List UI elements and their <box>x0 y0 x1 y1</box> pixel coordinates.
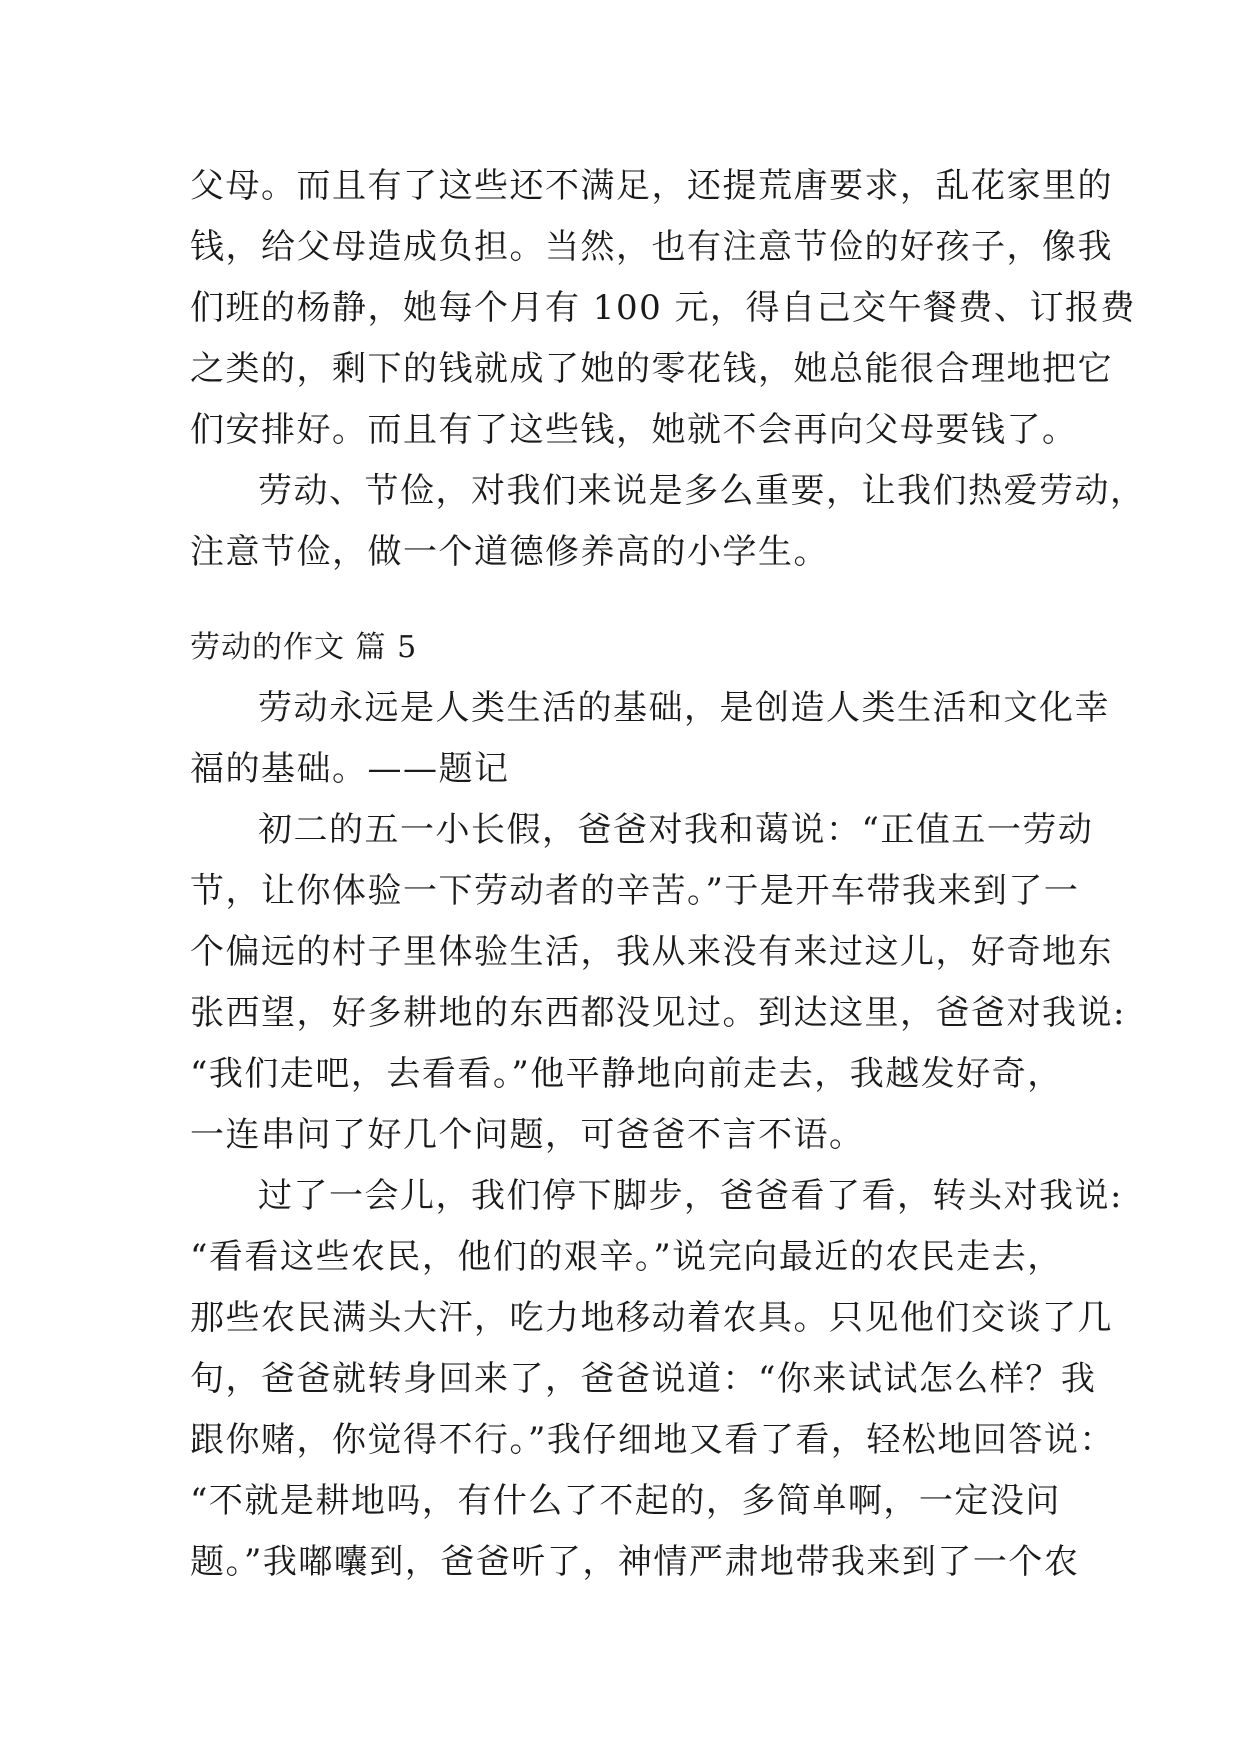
body-line: “看看这些农民，他们的艰辛。”说完向最近的农民走去， <box>190 1237 1063 1277</box>
body-line: 钱，给父母造成负担。当然，也有注意节俭的好孩子，像我 <box>190 227 1113 267</box>
paragraph-first-line: 过了一会儿，我们停下脚步，爸爸看了看，转头对我说: <box>258 1176 1123 1216</box>
body-line: 题。”我嘟囔到，爸爸听了，神情严肃地带我来到了一个农 <box>190 1542 1080 1582</box>
body-line: 注意节俭，做一个道德修养高的小学生。 <box>190 532 829 572</box>
body-line: 句，爸爸就转身回来了，爸爸说道：“你来试试怎么样？我 <box>190 1359 1097 1399</box>
paragraph-first-line: 劳动永远是人类生活的基础，是创造人类生活和文化幸 <box>258 688 1110 728</box>
body-line: 那些农民满头大汗，吃力地移动着农具。只见他们交谈了几 <box>190 1298 1113 1338</box>
body-line: 们班的杨静，她每个月有 100 元，得自己交午餐费、订报费 <box>190 288 1137 328</box>
body-line: 父母。而且有了这些还不满足，还提荒唐要求，乱花家里的 <box>190 166 1113 206</box>
body-line: 福的基础。——题记 <box>190 749 510 789</box>
body-line: 们安排好。而且有了这些钱，她就不会再向父母要钱了。 <box>190 410 1078 450</box>
body-line: 节，让你体验一下劳动者的辛苦。”于是开车带我来到了一 <box>190 871 1080 911</box>
body-line: 之类的，剩下的钱就成了她的零花钱，她总能很合理地把它 <box>190 349 1113 389</box>
body-line: 跟你赌，你觉得不行。”我仔细地又看了看，轻松地回答说： <box>190 1420 1115 1460</box>
body-line: 张西望，好多耕地的东西都没见过。到达这里，爸爸对我说: <box>190 993 1126 1033</box>
section-heading: 劳动的作文 篇 5 <box>190 630 418 665</box>
body-line: 一连串问了好几个问题，可爸爸不言不语。 <box>190 1115 865 1155</box>
body-line: “我们走吧，去看看。”他平静地向前走去，我越发好奇， <box>190 1054 1063 1094</box>
body-line: “不就是耕地吗，有什么了不起的，多简单啊，一定没问 <box>190 1481 1061 1521</box>
paragraph-first-line: 初二的五一小长假，爸爸对我和蔼说：“正值五一劳动 <box>258 810 1094 850</box>
paragraph-first-line: 劳动、节俭，对我们来说是多么重要，让我们热爱劳动， <box>258 471 1146 511</box>
body-line: 个偏远的村子里体验生活，我从来没有来过这儿，好奇地东 <box>190 932 1113 972</box>
